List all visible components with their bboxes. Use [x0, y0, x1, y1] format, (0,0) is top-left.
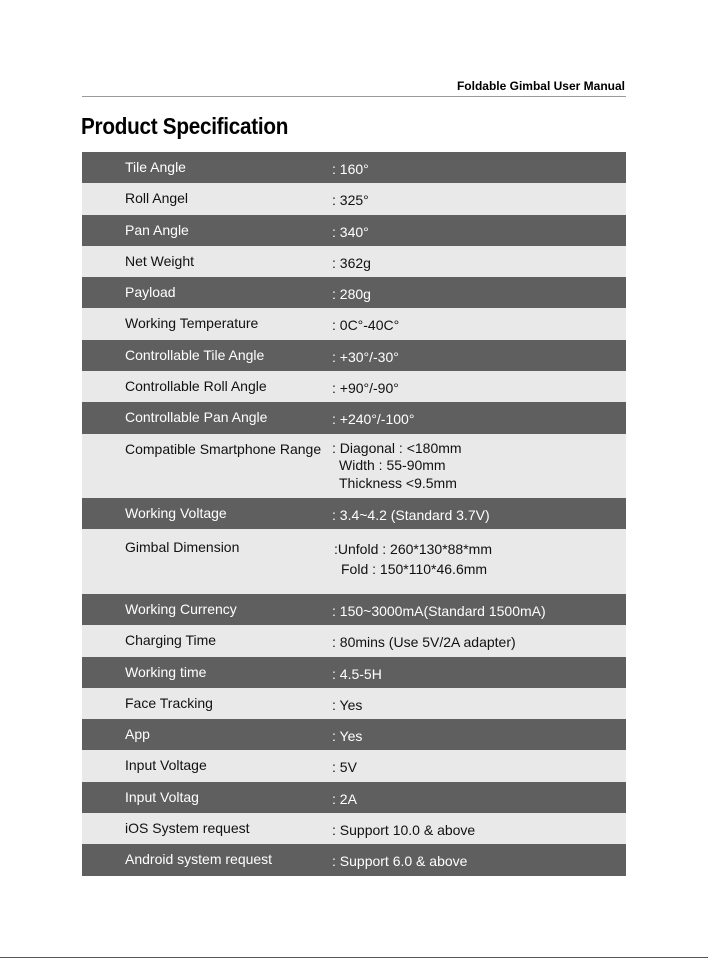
spec-label: Tile Angle [125, 159, 186, 175]
spec-label: Gimbal Dimension [125, 538, 240, 555]
spec-row [82, 371, 626, 402]
spec-value: : +240°/-100° [332, 411, 415, 428]
spec-row [82, 183, 626, 214]
spec-row [82, 152, 626, 183]
spec-row [82, 498, 626, 529]
spec-label: Compatible Smartphone Range [125, 440, 322, 457]
spec-label: Payload [125, 284, 176, 301]
spec-value: : +30°/-30° [332, 348, 399, 365]
spec-value: : Yes [332, 696, 363, 713]
spec-value: : 362g [332, 254, 371, 271]
spec-row [82, 308, 626, 339]
spec-label: Charging Time [125, 632, 217, 649]
spec-row [82, 688, 626, 719]
spec-label: Pan Angle [125, 221, 189, 238]
spec-value: : 150~3000mA(Standard 1500mA) [332, 602, 546, 619]
spec-value: : Support 10.0 & above [332, 822, 476, 839]
spec-label: iOS System request [125, 820, 250, 837]
spec-value: : 160° [332, 161, 369, 177]
spec-table [82, 152, 626, 876]
spec-label: Working Voltage [125, 504, 227, 521]
spec-value: :Unfold : 260*130*88*mm Fold : 150*110*46.6mm [334, 540, 492, 578]
spec-value: : Yes [332, 728, 363, 745]
spec-row [82, 529, 626, 594]
spec-label: App [125, 726, 150, 743]
spec-row [82, 594, 626, 625]
spec-row [82, 402, 626, 433]
spec-row [82, 625, 626, 656]
spec-value: : 0C°-40C° [332, 317, 400, 334]
spec-value: : 2A [332, 790, 357, 807]
spec-label: Android system request [125, 851, 273, 868]
spec-row [82, 782, 626, 813]
spec-label: Net Weight [125, 252, 194, 269]
manual-header-title: Foldable Gimbal User Manual [456, 79, 625, 93]
spec-value: : 325° [332, 192, 369, 209]
spec-label: Controllable Tile Angle [125, 346, 265, 363]
spec-label: Input Voltag [125, 788, 199, 805]
spec-label: Working time [125, 663, 207, 680]
spec-label: Working Currency [125, 600, 237, 617]
spec-label: Face Tracking [125, 694, 213, 711]
spec-value: : Diagonal : <180mm Width : 55-90mm Thickness <9.5mm [332, 439, 462, 492]
spec-value: : 280g [332, 286, 371, 303]
spec-value: : 3.4~4.2 (Standard 3.7V) [332, 506, 490, 523]
header-divider [82, 96, 626, 97]
spec-value: : +90°/-90° [332, 380, 399, 397]
spec-label: Working Temperature [125, 315, 259, 332]
spec-row [82, 215, 626, 246]
spec-value: : Support 6.0 & above [332, 853, 468, 870]
spec-row [82, 750, 626, 781]
page-title: Product Specification [81, 113, 289, 139]
spec-value: : 80mins (Use 5V/2A adapter) [332, 634, 516, 651]
footer-divider [0, 957, 708, 958]
spec-row [82, 277, 626, 308]
spec-value: : 5V [332, 759, 357, 776]
spec-row [82, 340, 626, 371]
spec-label: Roll Angel [125, 190, 189, 207]
spec-row [82, 246, 626, 277]
spec-row [82, 434, 626, 498]
spec-row [82, 719, 626, 750]
spec-label: Input Voltage [125, 757, 207, 774]
spec-label: Controllable Pan Angle [125, 409, 268, 426]
spec-row [82, 813, 626, 844]
spec-row [82, 657, 626, 688]
spec-value: : 340° [332, 223, 369, 240]
spec-label: Controllable Roll Angle [125, 378, 267, 395]
spec-value: : 4.5-5H [332, 665, 382, 682]
spec-row [82, 844, 626, 875]
